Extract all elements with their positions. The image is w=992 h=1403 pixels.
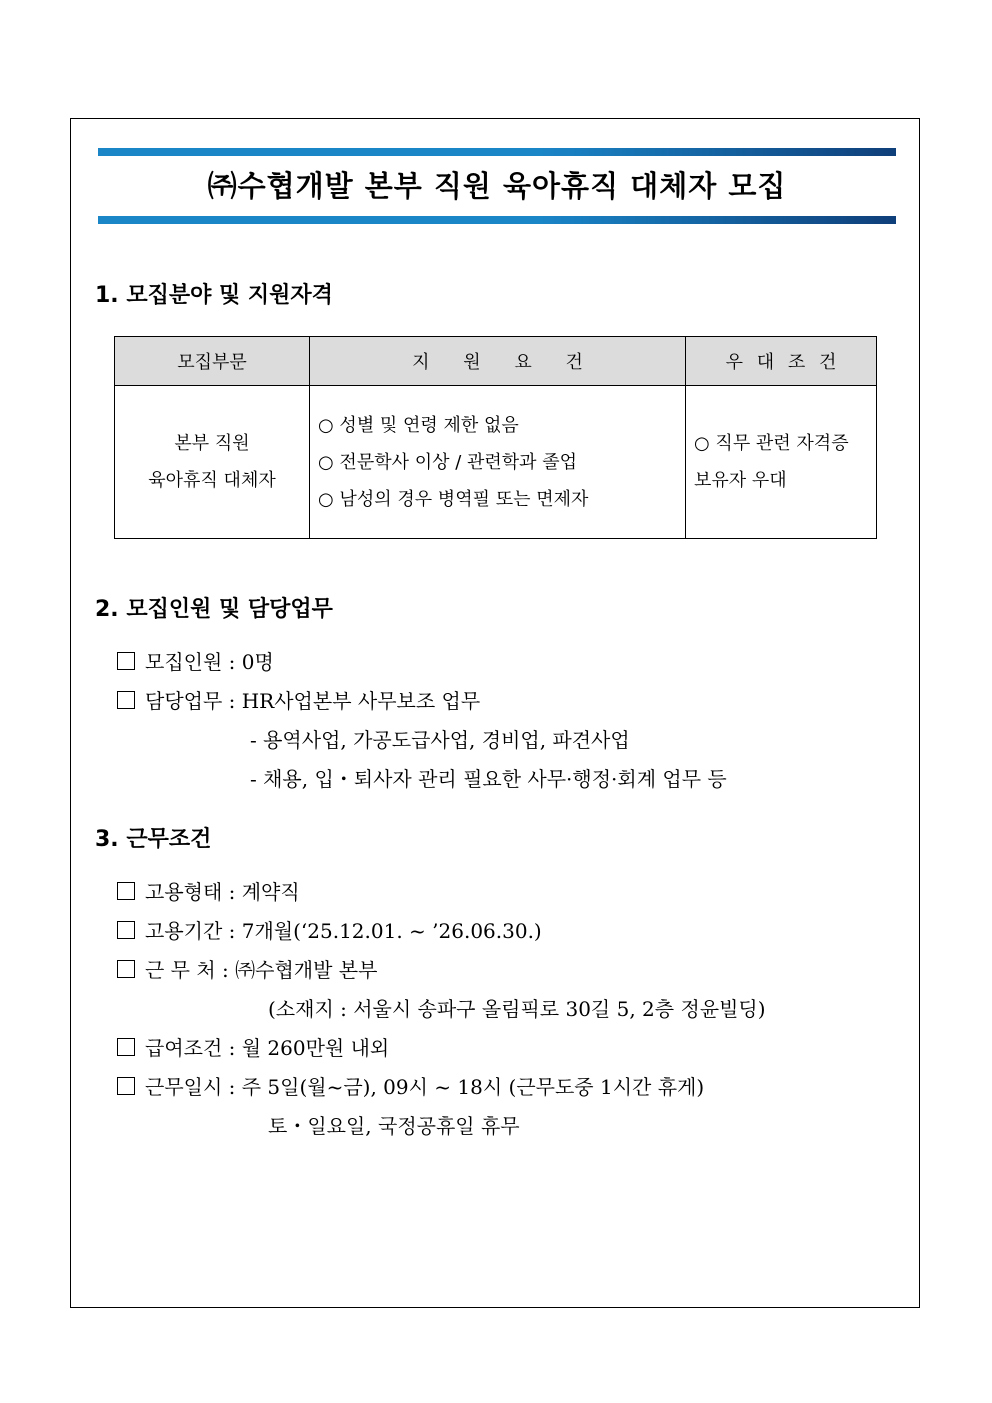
header-position: 모집부문 — [115, 337, 310, 386]
checkbox-icon — [117, 1038, 135, 1056]
table-row — [115, 386, 877, 539]
header-requirements: 지 원 요 건 — [310, 337, 686, 386]
checkbox-icon — [117, 882, 135, 900]
section2-heading: 2. 모집인원 및 담당업무 — [95, 597, 333, 622]
requirement-item: ○ 전문학사 이상 / 관련학과 졸업 — [318, 451, 578, 473]
title-bar-top — [98, 148, 896, 156]
cell-preferred — [686, 386, 877, 539]
employment-period-line — [117, 915, 542, 944]
checkbox-icon — [117, 691, 135, 709]
checkbox-icon — [117, 1077, 135, 1095]
employment-type-line — [117, 876, 300, 905]
workplace-text: 근 무 처 : ㈜수협개발 본부 — [145, 958, 378, 982]
workplace-line — [117, 954, 377, 983]
recruit-count-line — [117, 646, 274, 675]
preferred-line: 보유자 우대 — [694, 470, 787, 491]
page-title: ㈜수협개발 본부 직원 육아휴직 대체자 모집 — [207, 169, 787, 203]
checkbox-icon — [117, 652, 135, 670]
employment-period-text: 고용기간 : 7개월(‘25.12.01. ~ ’26.06.30.) — [145, 919, 542, 943]
cell-position — [115, 386, 310, 539]
requirement-item: ○ 성별 및 연령 제한 없음 — [318, 414, 519, 436]
cell-requirements — [310, 386, 686, 539]
position-line: 육아휴직 대체자 — [148, 470, 276, 491]
title-bar-bottom — [98, 216, 896, 224]
section1-heading: 1. 모집분야 및 지원자격 — [95, 283, 333, 308]
duty-detail-2: - 채용, 입・퇴사자 관리 필요한 사무·행정·회계 업무 등 — [250, 767, 727, 791]
preferred-line: ○ 직무 관련 자격증 — [694, 433, 849, 454]
salary-line — [117, 1032, 389, 1061]
checkbox-icon — [117, 921, 135, 939]
requirements-table — [114, 336, 877, 539]
recruit-count-text: 모집인원 : 0명 — [145, 650, 274, 674]
workplace-address: (소재지 : 서울시 송파구 올림픽로 30길 5, 2층 정윤빌딩) — [268, 997, 766, 1021]
work-hours-text: 근무일시 : 주 5일(월~금), 09시 ~ 18시 (근무도중 1시간 휴게) — [145, 1075, 705, 1099]
checkbox-icon — [117, 960, 135, 978]
header-preferred: 우 대 조 건 — [686, 337, 877, 386]
duty-line — [117, 685, 480, 714]
duty-detail-1: - 용역사업, 가공도급사업, 경비업, 파견사업 — [250, 728, 630, 752]
duty-text: 담당업무 : HR사업본부 사무보조 업무 — [145, 689, 481, 713]
salary-text: 급여조건 : 월 260만원 내외 — [145, 1036, 390, 1060]
employment-type-text: 고용형태 : 계약직 — [145, 880, 300, 904]
position-line: 본부 직원 — [174, 433, 250, 454]
requirement-item: ○ 남성의 경우 병역필 또는 면제자 — [318, 488, 589, 510]
table-header-row — [115, 337, 877, 386]
work-hours-line — [117, 1071, 704, 1100]
section3-heading: 3. 근무조건 — [95, 827, 212, 852]
holiday-line: 토・일요일, 국정공휴일 휴무 — [268, 1114, 520, 1138]
